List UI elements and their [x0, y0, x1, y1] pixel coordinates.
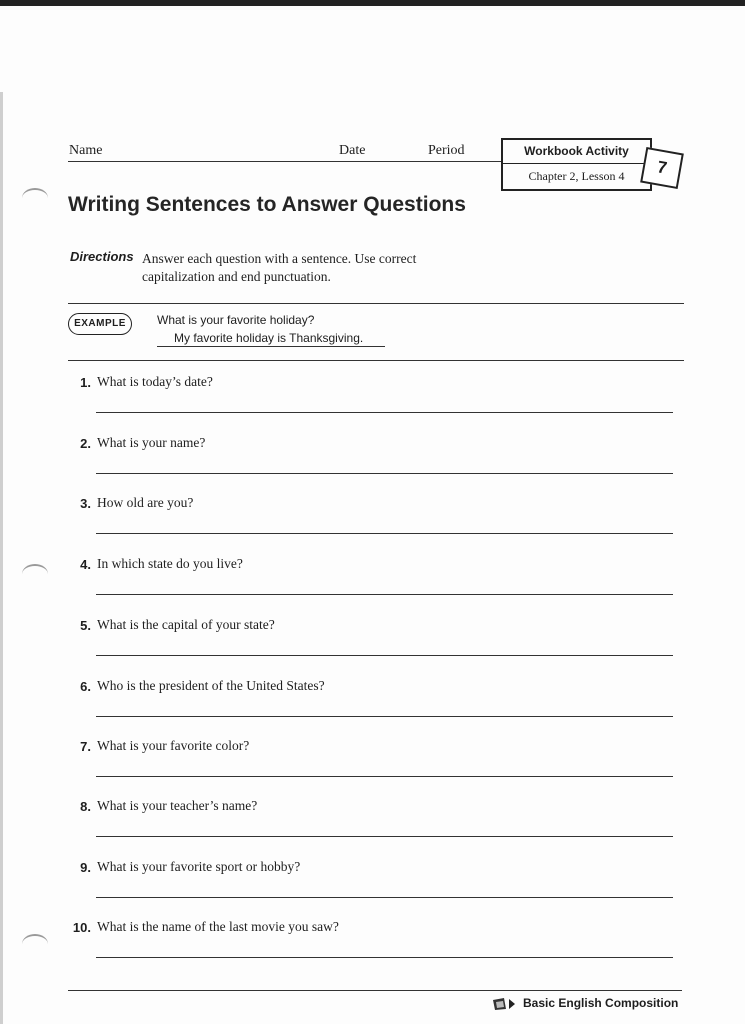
scan-edge-top: [0, 0, 745, 6]
question-number: 8.: [80, 799, 91, 814]
question-text: What is the name of the last movie you saw?: [97, 919, 339, 934]
scan-edge-left: [0, 92, 3, 1024]
question-text: What is your teacher’s name?: [97, 798, 258, 813]
book-title: Basic English Composition: [523, 996, 679, 1010]
question-number: 7.: [80, 739, 91, 754]
answer-line[interactable]: [96, 957, 673, 958]
answer-line[interactable]: [96, 655, 673, 656]
answer-line[interactable]: [96, 836, 673, 837]
question-number: 3.: [80, 496, 91, 511]
chapter-lesson-label: Chapter 2, Lesson 4: [528, 169, 625, 183]
question-number: 10.: [72, 920, 91, 935]
question-number: 9.: [80, 860, 91, 875]
question-number: 1.: [80, 375, 91, 390]
workbook-activity-box: [501, 138, 652, 191]
directions-label: Directions: [70, 249, 134, 264]
question-number: 5.: [80, 618, 91, 633]
activity-number-tab: 7: [640, 147, 684, 189]
question-item: [60, 618, 675, 662]
period-label: Period: [428, 143, 465, 158]
question-item: [60, 496, 675, 540]
question-text: How old are you?: [97, 495, 194, 510]
answer-line[interactable]: [96, 594, 673, 595]
date-label: Date: [339, 143, 366, 158]
question-text: Who is the president of the United States?: [97, 678, 325, 693]
question-number: 4.: [80, 557, 91, 572]
question-text: In which state do you live?: [97, 556, 243, 571]
question-number: 6.: [80, 679, 91, 694]
header-answer-line[interactable]: [68, 161, 502, 162]
answer-line[interactable]: [96, 716, 673, 717]
question-item: [60, 739, 675, 783]
book-icon: [492, 997, 520, 1011]
page-title: Writing Sentences to Answer Questions: [68, 193, 466, 216]
example-bottom-rule: [68, 360, 684, 361]
binder-hole-top: [22, 188, 48, 208]
footer-rule: [68, 990, 682, 991]
answer-line[interactable]: [96, 897, 673, 898]
binder-hole-bottom: [22, 934, 48, 954]
example-badge: EXAMPLE: [68, 313, 132, 335]
answer-line[interactable]: [96, 412, 673, 413]
example-top-rule: [68, 303, 684, 304]
question-text: What is the capital of your state?: [97, 617, 275, 632]
answer-line[interactable]: [96, 533, 673, 534]
binder-hole-middle: [22, 564, 48, 584]
question-item: [60, 375, 675, 419]
question-item: [60, 920, 675, 964]
example-question: What is your favorite holiday?: [157, 313, 315, 327]
answer-line[interactable]: [96, 776, 673, 777]
workbook-activity-label: Workbook Activity: [503, 140, 650, 164]
answer-line[interactable]: [96, 473, 673, 474]
question-text: What is today’s date?: [97, 374, 213, 389]
question-text: What is your favorite sport or hobby?: [97, 859, 301, 874]
name-label: Name: [69, 143, 103, 158]
question-number: 2.: [80, 436, 91, 451]
example-answer: My favorite holiday is Thanksgiving.: [157, 331, 385, 347]
question-text: What is your favorite color?: [97, 738, 250, 753]
question-item: [60, 557, 675, 601]
question-text: What is your name?: [97, 435, 206, 450]
question-item: [60, 679, 675, 723]
question-item: [60, 799, 675, 843]
question-item: [60, 860, 675, 904]
directions-text: Answer each question with a sentence. Use correct capitalization and end punctuation.: [142, 251, 417, 284]
question-item: [60, 436, 675, 480]
